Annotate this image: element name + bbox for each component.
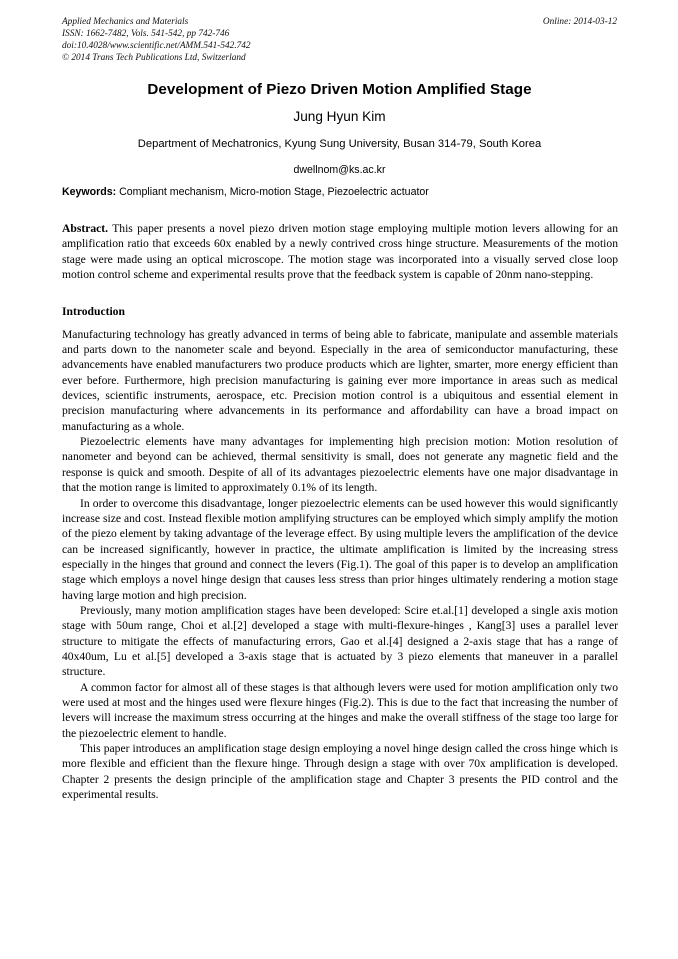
- body-column: [62, 221, 618, 802]
- section-heading-introduction: Introduction: [62, 305, 125, 319]
- publication-header-left: [62, 16, 251, 64]
- author-name: Jung Hyun Kim: [293, 109, 386, 124]
- copyright-line: © 2014 Trans Tech Publications Ltd, Switzerland: [62, 53, 246, 64]
- issn-line: ISSN: 1662-7482, Vols. 541-542, pp 742-746: [62, 29, 230, 40]
- title-block: [62, 80, 617, 177]
- spacer-heading-body: [62, 320, 618, 327]
- author-email: dwellnom@ks.ac.kr: [293, 164, 386, 176]
- introduction-paragraph: This paper introduces an amplification stage design employing a novel hinge design called the cross hinge which is more flexible and efficient than the flexure hinge. Through design a stage with over 70x amplification is developed. Chapter 2 presents the design principle of the amplification stage and Chapter 3 presents the PID control and the experimental results.: [62, 742, 618, 802]
- journal-name: Applied Mechanics and Materials: [62, 17, 189, 27]
- introduction-paragraph: Previously, many motion amplification stages have been developed: Scire et.al.[1] developed a single axis motion stage with 50um range, Choi et al.[2] developed a stage with multi-flexure-hinges , Kang[3] uses a parallel lever structure to mitigate the effects of manufacturing errors, Gao et al.[4] designed a 2-axis stage that has a range of 40x40um, Lu et al.[5] developed a 3-axis stage that is actuated by 3 piezo elements that maneuver in a parallel structure.: [62, 603, 618, 679]
- introduction-paragraph: Piezoelectric elements have many advantages for implementing high precision motion: Motion resolution of nanometer and beyond can be achieved, thermal sensitivity is small, does not generate any magnetic field and the response is quick and smooth. Despite of all of its advantages piezoelectric elements have one major disadvantage in that the motion range is limited to approximately 0.1% of its length.: [62, 435, 618, 495]
- keywords-value: Compliant mechanism, Micro-motion Stage, Piezoelectric actuator: [119, 186, 429, 198]
- abstract-paragraph: [62, 221, 618, 282]
- page-title: Development of Piezo Driven Motion Amplified Stage: [147, 81, 532, 98]
- introduction-paragraph: In order to overcome this disadvantage, longer piezoelectric elements can be used however this would significantly increase size and cost. Instead flexible motion amplifying structures can be employed which simply amplify the motion of the piezo element by taking advantage of the leverage effect. By using multiple levers the amplification of the device can be increased significantly, however in practice, the ultimate amplification is limited by the increasing stress especially in the hinges that ground and connect the levers (Fig.1). The goal of this paper is to develop an amplification stage which employs a novel hinge design that causes less stress than prior hinges ultimately rendering a motion stage having large motion and high precision.: [62, 496, 618, 602]
- online-date: Online: 2014-03-12: [542, 17, 617, 27]
- abstract-text: This paper presents a novel piezo driven motion stage employing multiple motion levers allowing for an amplification ratio that exceeds 60x enabled by a newly contrived cross hinge structure. Measurements of the motion stage were made using an optical microscope. The motion stage was incorporated into a visually served close loop motion control scheme and experimental results prove that the feedback system is capable of 20nm nano-stepping.: [62, 222, 618, 282]
- publication-header: [62, 16, 617, 68]
- doi-line: doi:10.4028/www.scientific.net/AMM.541-542.742: [62, 41, 251, 52]
- author-affiliation: Department of Mechatronics, Kyung Sung University, Busan 314-79, South Korea: [137, 138, 542, 150]
- spacer-abstract-introduction: [62, 282, 618, 304]
- introduction-paragraph: A common factor for almost all of these stages is that although levers were used for motion amplification only two were used at most and the hinges used were flexure hinges (Fig.2). This is due to the fact that increasing the number of levers will increase the maximum stress occurring at the hinges and make the overall stiffness of the stage too large for the piezoelectric element to handle.: [62, 680, 618, 740]
- keywords-line: [62, 185, 617, 199]
- abstract-label: Abstract.: [62, 222, 109, 235]
- introduction-paragraph: Manufacturing technology has greatly advanced in terms of being able to fabricate, manipulate and assemble materials and parts down to the nanometer scale and beyond. Especially in the area of semiconductor manufacturing, these advancements have enabled manufacturers two produce products which are lighter, smarter, more energy efficient than ever before. Furthermore, high precision manufacturing is gaining ever more importance in areas such as medical devices, scientific instruments, aerospace, etc. Precision motion control is a ubiquitous and essential element in precision manufacturing where advancements in its performance and affordability can have a broad impact on manufacturing as a whole.: [62, 327, 618, 433]
- keywords-label: Keywords:: [62, 186, 117, 198]
